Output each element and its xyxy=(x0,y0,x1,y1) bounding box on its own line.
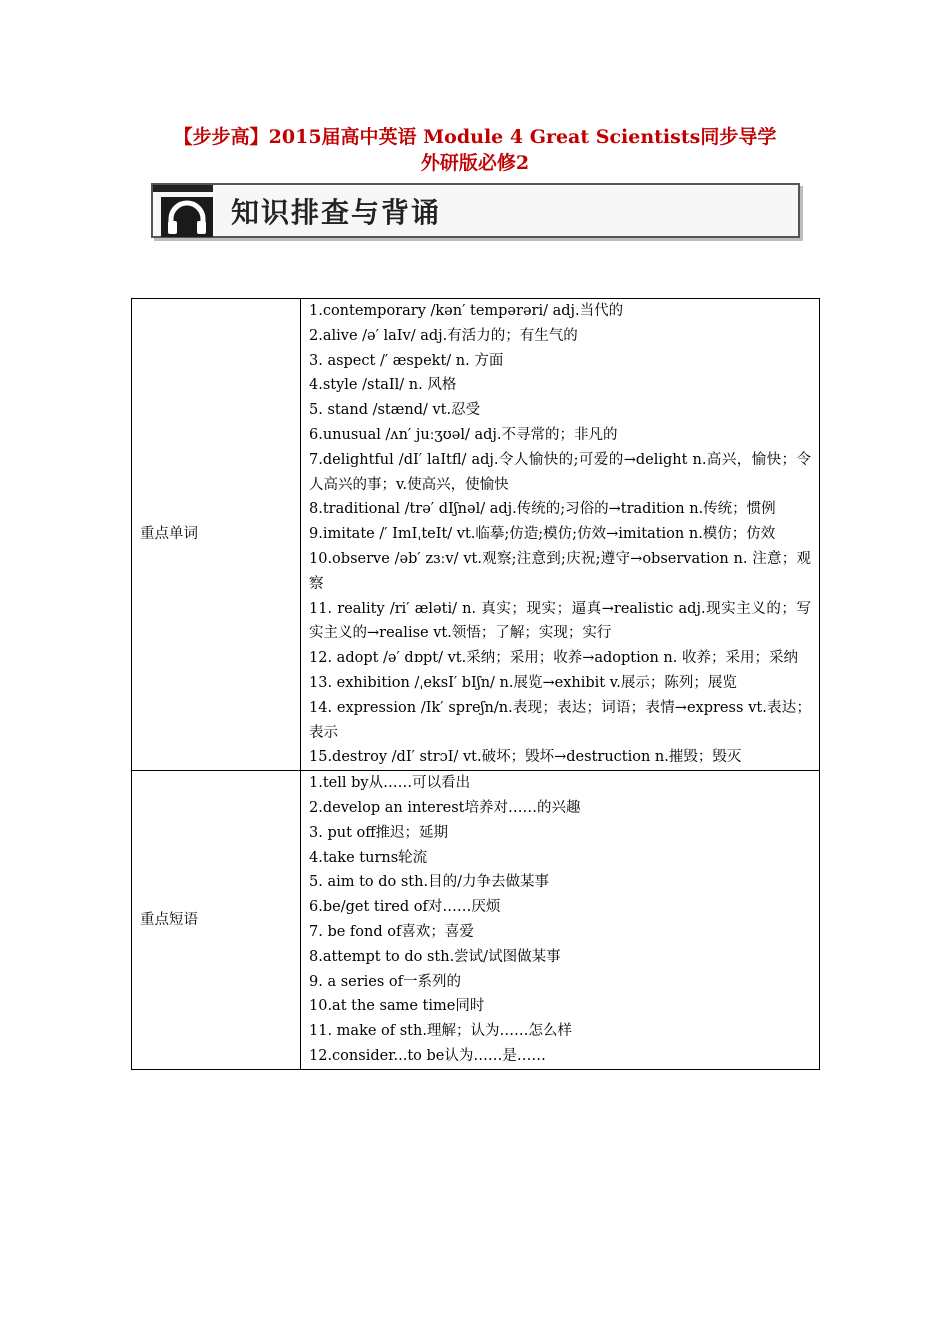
list-item: 12.consider...to be认为……是…… xyxy=(309,1047,546,1064)
list-item: 6.unusual /ʌn′ juːʒʊəl/ adj.不寻常的；非凡的 xyxy=(309,426,618,443)
key-words-list xyxy=(301,299,820,771)
list-item: 10.at the same time同时 xyxy=(309,998,485,1015)
document-title xyxy=(120,124,830,176)
list-item: 11. make of sth.理解；认为……怎么样 xyxy=(309,1023,572,1040)
list-item: 14. expression /Ik′ spreʃn/n.表现；表达；词语；表情→express vt.表达；表示 xyxy=(309,699,811,741)
list-item: 15.destroy /dI′ strɔI/ vt.破坏；毁坏→destruction n.摧毁；毁灭 xyxy=(309,749,742,766)
list-item: 9. a series of一系列的 xyxy=(309,973,462,990)
list-item: 11. reality /ri′ æləti/ n. 真实；现实；逼真→realistic adj.现实主义的；写实主义的→realise vt.领悟；了解；实现；实行 xyxy=(309,600,811,642)
list-item: 2.alive /ə′ laIv/ adj.有活力的；有生气的 xyxy=(309,327,578,344)
banner-frame xyxy=(151,183,800,238)
list-item: 12. adopt /ə′ dɒpt/ vt.采纳；采用；收养→adoption n. 收养；采用；采纳 xyxy=(309,650,798,667)
document-title-line1: 【步步高】2015届高中英语 Module 4 Great Scientists同步导学 xyxy=(173,126,777,148)
list-item: 6.be/get tired of对……厌烦 xyxy=(309,899,501,916)
document-title-line2: 外研版必修2 xyxy=(420,152,530,174)
key-phrases-list xyxy=(301,771,820,1070)
list-item: 1.contemporary /kən′ tempərəri/ adj.当代的 xyxy=(309,303,624,319)
list-item: 3. aspect /′ æspekt/ n. 方面 xyxy=(309,352,504,369)
list-item: 8.traditional /trə′ dIʃnəl/ adj.传统的;习俗的→tradition n.传统；惯例 xyxy=(309,501,776,518)
list-item: 8.attempt to do sth.尝试/试图做某事 xyxy=(309,948,561,965)
headphones-icon xyxy=(161,197,213,237)
vocabulary-table xyxy=(131,298,820,1070)
banner-title: 知识排查与背诵 xyxy=(231,196,442,229)
list-item: 10.observe /əb′ zɜːv/ vt.观察;注意到;庆祝;遵守→observation n. 注意；观察 xyxy=(309,550,811,592)
row-label-key-words: 重点单词 xyxy=(132,299,301,771)
list-item: 13. exhibition /ˌeksI′ bIʃn/ n.展览→exhibit v.展示；陈列；展览 xyxy=(309,674,737,691)
list-item: 7.delightful /dI′ laItfl/ adj.令人愉快的;可爱的→delight n.高兴，愉快；令人高兴的事；v.使高兴，使愉快 xyxy=(309,451,811,493)
section-banner xyxy=(151,183,802,241)
list-item: 3. put off推迟；延期 xyxy=(309,824,449,841)
list-item: 9.imitate /′ ImIˌteIt/ vt.临摹;仿造;模仿;仿效→imitation n.模仿；仿效 xyxy=(309,526,776,543)
table-row xyxy=(132,299,820,771)
row-label-key-phrases: 重点短语 xyxy=(132,771,301,1070)
list-item: 5. stand /stænd/ vt.忍受 xyxy=(309,402,481,419)
banner-accent-bar xyxy=(153,185,213,192)
list-item: 2.develop an interest培养对……的兴趣 xyxy=(309,799,581,816)
table-row xyxy=(132,771,820,1070)
list-item: 5. aim to do sth.目的/力争去做某事 xyxy=(309,874,549,891)
list-item: 7. be fond of喜欢；喜爱 xyxy=(309,923,474,940)
list-item: 1.tell by从……可以看出 xyxy=(309,775,471,792)
list-item: 4.take turns轮流 xyxy=(309,849,428,866)
list-item: 4.style /staIl/ n. 风格 xyxy=(309,377,457,394)
